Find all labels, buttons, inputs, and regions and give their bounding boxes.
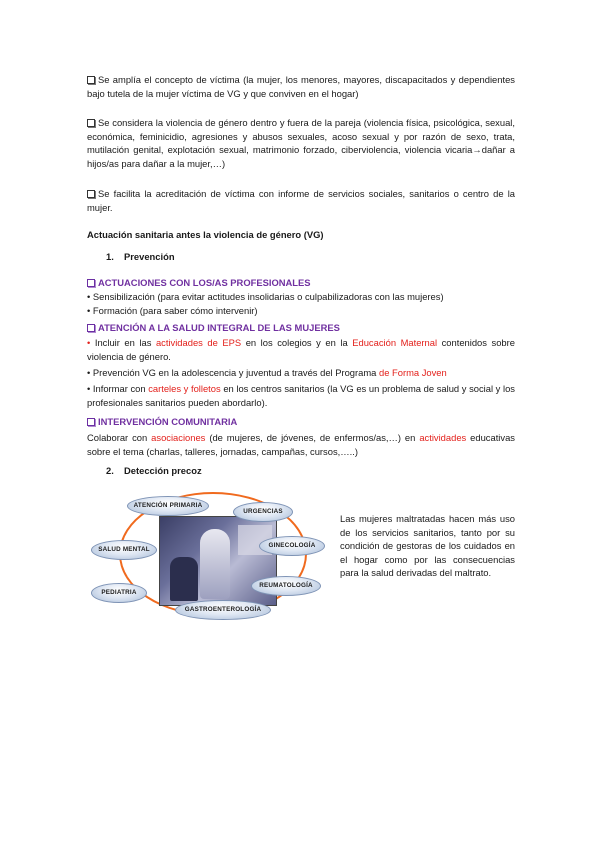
bullet-violence-types: Se considera la violencia de género dentro y fuera de la pareja (violencia física, psicológica, sexual, económica, feminicidio, agresiones y abusos sexuales, acoso sexual y por razón de sexo, trata, mutilación genital, explotación sexual, matrimonio forzado, ciberviolencia, violencia vicaria→dañar a hijos/as para dañar a la mujer,…) xyxy=(87,117,515,169)
diagram-label-pediatria: PEDIATRIA xyxy=(91,583,147,603)
diagram-label-ginecologia: GINECOLOGÍA xyxy=(259,536,325,556)
side-paragraph: Las mujeres maltratadas hacen más uso de los servicios sanitarios, tanto por su condición de gestoras de los cuidados en el hogar como por las consecuencias para la salud derivadas del maltrato. xyxy=(340,513,515,578)
section-title: Actuación sanitaria antes la violencia de género (VG) xyxy=(87,229,324,240)
atencion-item-eps: • Incluir en las actividades de EPS en los colegios y en la Educación Maternal contenidos sobre violencia de género. xyxy=(87,337,515,362)
atencion-item-forma-joven: • Prevención VG en la adolescencia y juventud a través del Programa de Forma Joven xyxy=(87,367,447,378)
numbered-heading-deteccion: 2. Detección precoz xyxy=(106,465,202,476)
health-services-diagram xyxy=(87,486,327,626)
checkbox-icon xyxy=(87,119,95,127)
checkbox-icon xyxy=(87,76,95,84)
intervencion-heading: INTERVENCIÓN COMUNITARIA xyxy=(87,415,515,429)
intervencion-text: Colaborar con asociaciones (de mujeres, de jóvenes, de enfermos/as,…) en actividades educativas sobre el tema (charlas, talleres, jornadas, campañas, cursos,…..) xyxy=(87,432,515,457)
diagram-label-gastroenterologia: GASTROENTEROLOGÍA xyxy=(175,600,271,620)
diagram-label-reumatologia: REUMATOLOGÍA xyxy=(251,576,321,596)
checkbox-icon xyxy=(87,190,95,198)
diagram-label-urgencias: URGENCIAS xyxy=(233,502,293,522)
checkbox-icon xyxy=(87,418,95,426)
actuaciones-heading: ACTUACIONES CON LOS/AS PROFESIONALES xyxy=(87,276,515,290)
bullet-accreditation: Se facilita la acreditación de víctima con informe de servicios sociales, sanitarios o centro de la mujer. xyxy=(87,188,515,213)
numbered-heading-prevencion: 1. Prevención xyxy=(106,251,175,262)
atencion-item-carteles: • Informar con carteles y folletos en los centros sanitarios (la VG es un problema de salud y social y los profesionales sanitarios pueden abordarlo). xyxy=(87,383,515,408)
actuaciones-item: • Formación (para saber cómo intervenir) xyxy=(87,305,258,316)
bullet-victim-concept: Se amplía el concepto de víctima (la mujer, los menores, mayores, discapacitados y dependientes bajo tutela de la mujer víctima de VG y que conviven en el hogar) xyxy=(87,74,515,99)
checkbox-icon xyxy=(87,279,95,287)
checkbox-icon xyxy=(87,324,95,332)
diagram-label-atencion-primaria: ATENCIÓN PRIMARIA xyxy=(127,496,209,516)
atencion-heading: ATENCIÓN A LA SALUD INTEGRAL DE LAS MUJERES xyxy=(87,321,515,335)
diagram-label-salud-mental: SALUD MENTAL xyxy=(91,540,157,560)
actuaciones-item: • Sensibilización (para evitar actitudes insolidarias o culpabilizadoras con las mujeres) xyxy=(87,291,444,302)
